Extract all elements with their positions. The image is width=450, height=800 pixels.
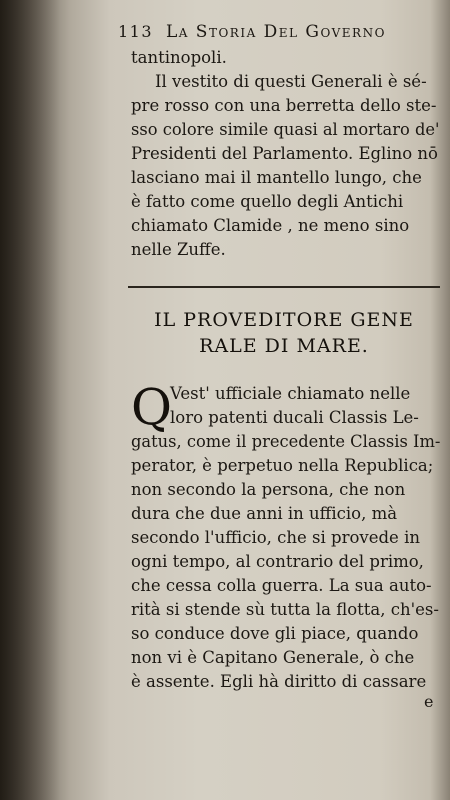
text-line: pre rosso con una berretta dello ste- xyxy=(131,96,437,115)
text-line: loro patenti ducali Classis Le- xyxy=(170,408,419,427)
text-line: Vest' ufficiale chiamato nelle xyxy=(170,384,411,403)
text-line: ogni tempo, al contrario del primo, xyxy=(131,552,424,571)
text-line: Presidenti del Parlamento. Eglino nō xyxy=(131,144,438,163)
text-line: è fatto come quello degli Antichi xyxy=(131,192,404,211)
running-header xyxy=(118,20,438,44)
text-line: secondo l'ufficio, che si provede in xyxy=(131,528,420,547)
text-line: Il vestito di questi Generali è sé- xyxy=(155,72,427,91)
catchword: e xyxy=(424,692,434,711)
gutter-shadow xyxy=(0,0,60,800)
text-line: che cessa colla guerra. La sua auto- xyxy=(131,576,432,595)
text-line: è assente. Egli hà diritto di cassare xyxy=(131,672,427,691)
section-title-line-2: RALE DI MARE. xyxy=(199,335,369,357)
running-title: La Storia Del Governo xyxy=(165,22,386,42)
text-line: non vi è Capitano Generale, ò che xyxy=(131,648,415,667)
text-line: perator, è perpetuo nella Republica; xyxy=(131,456,434,475)
text-line: sso colore simile quasi al mortaro de' xyxy=(131,120,440,139)
section-divider xyxy=(128,286,440,288)
text-line: dura che due anni in ufficio, mà xyxy=(131,504,398,523)
text-line: tantinopoli. xyxy=(131,48,227,67)
text-line: rità si stende sù tutta la flotta, ch'es- xyxy=(131,600,439,619)
text-line: so conduce dove gli piace, quando xyxy=(131,624,419,643)
page-number: 113 xyxy=(118,22,154,41)
text-line: non secondo la persona, che non xyxy=(131,480,406,499)
text-line: chiamato Clamide , ne meno sino xyxy=(131,216,410,235)
text-line: lasciano mai il mantello lungo, che xyxy=(131,168,422,187)
section-title-line-1: IL PROVEDITORE GENE xyxy=(154,309,414,331)
text-line: nelle Zuffe. xyxy=(131,240,226,259)
text-line: gatus, come il precedente Classis Im- xyxy=(131,432,441,451)
drop-cap: Q xyxy=(131,378,172,436)
